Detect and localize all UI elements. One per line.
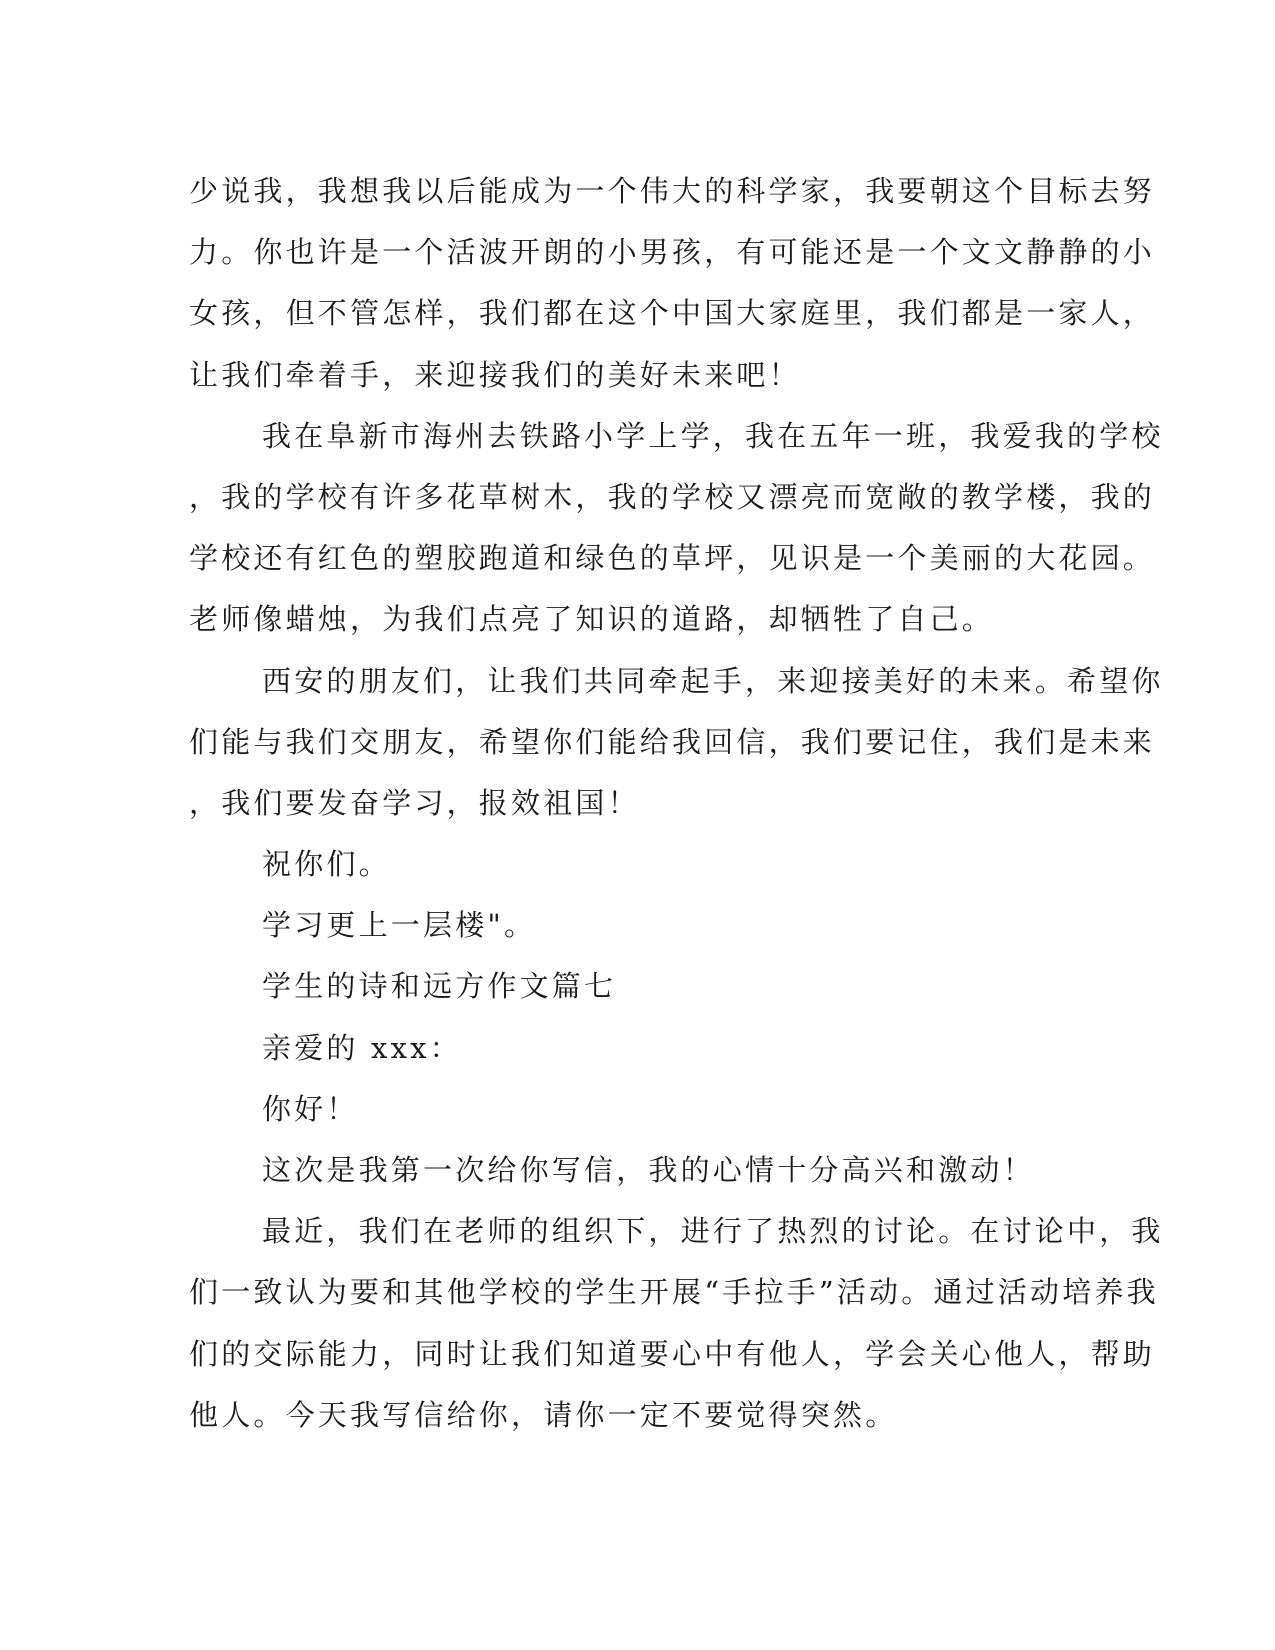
text-line: 们的交际能力，同时让我们知道要心中有他人，学会关心他人，帮助 <box>189 1336 1156 1371</box>
closing-wish: 祝你们。 <box>262 847 391 882</box>
text-line: 老师像蜡烛，为我们点亮了知识的道路，却牺牲了自己。 <box>189 602 995 637</box>
text-line: 让我们牵着手，来迎接我们的美好未来吧！ <box>189 357 801 392</box>
letter-greeting: 你好！ <box>262 1091 359 1126</box>
paragraph-first-line: 西安的朋友们，让我们共同牵起手，来迎接美好的未来。希望你 <box>262 663 1164 698</box>
text-line: ，我的学校有许多花草树木，我的学校又漂亮而宽敞的教学楼，我的 <box>189 479 1156 514</box>
letter-salutation: 亲爱的 xxx： <box>262 1030 462 1065</box>
closing-wish-line-2: 学习更上一层楼"。 <box>262 908 537 943</box>
paragraph-first-line: 我在阜新市海州去铁路小学上学，我在五年一班，我爱我的学校 <box>262 418 1164 453</box>
text-line: 女孩，但不管怎样，我们都在这个中国大家庭里，我们都是一家人， <box>189 296 1156 331</box>
text-line: 他人。今天我写信给你，请你一定不要觉得突然。 <box>189 1397 898 1432</box>
section-title: 学生的诗和远方作文篇七 <box>262 969 617 1004</box>
text-line: 们能与我们交朋友，希望你们能给我回信，我们要记住，我们是未来 <box>189 724 1156 759</box>
text-line: 们一致认为要和其他学校的学生开展“手拉手”活动。通过活动培养我 <box>189 1275 1159 1310</box>
text-line: 学校还有红色的塑胶跑道和绿色的草坪，见识是一个美丽的大花园。 <box>189 541 1156 576</box>
text-line: 力。你也许是一个活波开朗的小男孩，有可能还是一个文文静静的小 <box>189 235 1156 270</box>
text-line: ，我们要发奋学习，报效祖国！ <box>189 785 640 820</box>
text-line: 少说我，我想我以后能成为一个伟大的科学家，我要朝这个目标去努 <box>189 174 1156 208</box>
document-body <box>189 161 1164 1446</box>
paragraph-first-line: 最近，我们在老师的组织下，进行了热烈的讨论。在讨论中，我 <box>262 1214 1164 1249</box>
paragraph-first-line: 这次是我第一次给你写信，我的心情十分高兴和激动！ <box>262 1153 1035 1187</box>
